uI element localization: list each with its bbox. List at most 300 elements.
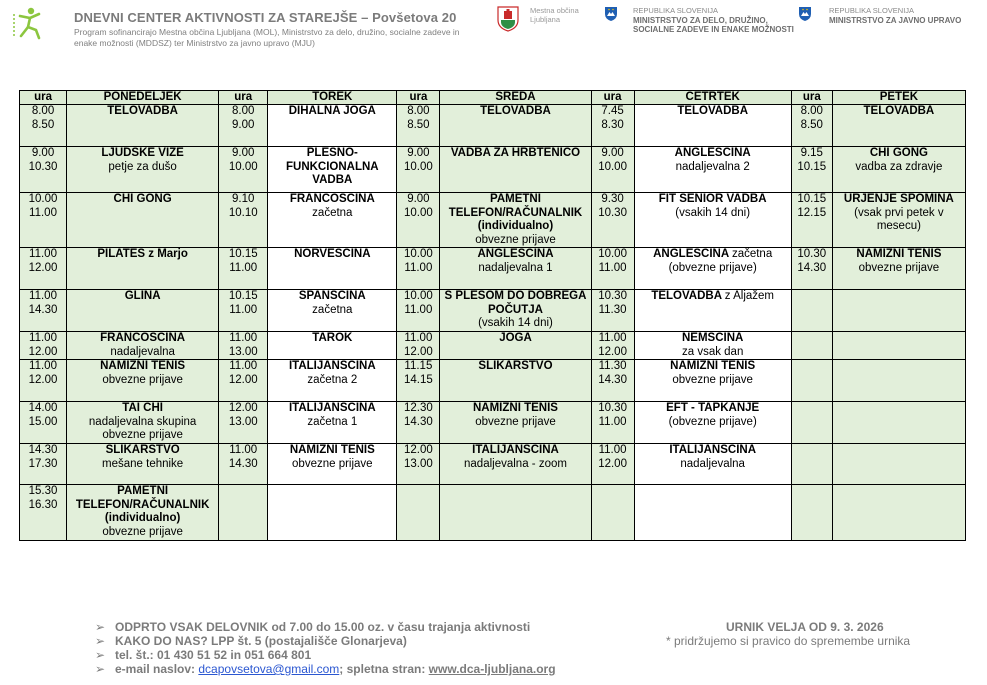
time-cell <box>20 105 67 147</box>
activity-cell <box>832 193 965 248</box>
table-body <box>20 105 966 541</box>
table-row <box>20 444 966 485</box>
end-time: 10.00 <box>404 160 433 173</box>
table-row <box>20 193 966 248</box>
footer-directions-text: KAKO DO NAS? LPP št. 5 (postajališče Glonarjeva) <box>115 634 407 648</box>
activity-level: z Aljažem <box>724 290 775 302</box>
start-time: 7.45 <box>601 105 624 117</box>
start-time: 11.00 <box>598 332 627 344</box>
time-cell <box>219 248 268 290</box>
activity-cell <box>67 332 219 360</box>
activity-name <box>636 248 790 262</box>
end-time: 16.30 <box>28 498 58 511</box>
time-column-header: ura <box>20 91 67 105</box>
start-time: 9.00 <box>407 193 430 205</box>
schedule-table <box>19 90 966 541</box>
time-cell <box>397 290 440 332</box>
activity-cell <box>67 147 219 193</box>
time-cell <box>219 360 268 402</box>
activity-title: ITALIJANŠČINA <box>472 444 559 456</box>
activity-name <box>441 332 589 346</box>
activity-name <box>636 332 790 346</box>
activity-cell <box>67 444 219 485</box>
activity-title: NORVEŠČINA <box>294 248 371 260</box>
activity-note: (vsakih 14 dni) <box>478 317 553 329</box>
start-time: 14.30 <box>28 444 58 456</box>
activity-note: vadba za zdravje <box>855 160 943 173</box>
start-time: 12.00 <box>404 444 433 456</box>
time-cell <box>591 248 634 290</box>
page-title: DNEVNI CENTER AKTIVNOSTI ZA STAREJŠE – Povšetova 20 <box>74 10 457 25</box>
activity-note: za vsak dan <box>681 345 744 358</box>
activity-name <box>68 147 217 161</box>
activity-title: DIHALNA JOGA <box>288 105 376 117</box>
activity-title: TELOVADBA <box>651 290 722 302</box>
activity-cell <box>268 105 397 147</box>
activity-cell <box>440 248 591 290</box>
activity-cell <box>634 444 791 485</box>
empty-cell <box>268 485 397 541</box>
activity-cell <box>268 402 397 444</box>
footer-hours <box>95 620 556 634</box>
activity-note: nadaljevalna 2 <box>675 160 750 173</box>
footer-info <box>95 620 556 676</box>
activity-name <box>636 290 790 304</box>
start-time: 10.15 <box>797 193 827 205</box>
activity-title: S PLESOM DO DOBREGA POČUTJA <box>444 290 587 316</box>
start-time: 10.30 <box>598 290 627 302</box>
activity-cell <box>67 290 219 332</box>
activity-cell <box>634 360 791 402</box>
activity-title: LJUDSKE VIŽE <box>101 147 184 159</box>
empty-cell <box>397 485 440 541</box>
activity-title: NAMIZNI TENIS <box>856 248 942 260</box>
activity-title: SLIKARSTVO <box>105 444 180 456</box>
end-time: 11.00 <box>404 303 433 316</box>
activity-title: ANGLEŠČINA <box>653 248 729 260</box>
footer-phone <box>95 648 556 662</box>
empty-cell <box>832 360 965 402</box>
start-time: 10.00 <box>28 193 58 205</box>
activity-name <box>441 248 589 262</box>
activity-name <box>68 290 217 304</box>
activity-cell <box>67 193 219 248</box>
time-cell <box>397 147 440 193</box>
time-cell <box>591 105 634 147</box>
activity-name <box>636 147 790 161</box>
activity-name <box>636 193 790 207</box>
end-time: 10.30 <box>28 160 58 173</box>
start-time: 11.00 <box>404 332 433 344</box>
table-row <box>20 290 966 332</box>
activity-title: JOGA <box>499 332 532 344</box>
start-time: 15.30 <box>28 485 58 497</box>
start-time: 10.30 <box>598 402 627 414</box>
activity-cell <box>268 360 397 402</box>
end-time: 11.00 <box>29 206 57 219</box>
activity-title: FRANCOŠČINA <box>289 193 375 205</box>
activity-title: PILATES z Marjo <box>97 248 188 260</box>
empty-cell <box>791 332 832 360</box>
end-time: 14.15 <box>404 373 433 386</box>
activity-title: TELOVADBA <box>677 105 749 117</box>
day-header-wednesday: SREDA <box>440 91 591 105</box>
activity-name <box>68 360 217 374</box>
activity-name <box>636 360 790 374</box>
activity-note: začetna 2 <box>307 373 358 386</box>
end-time: 11.00 <box>598 261 627 274</box>
end-time: 8.50 <box>800 118 823 131</box>
table-row <box>20 105 966 147</box>
activity-cell <box>832 147 965 193</box>
time-cell <box>20 444 67 485</box>
activity-note: obvezne prijave <box>102 525 183 538</box>
start-time: 11.00 <box>29 248 57 260</box>
activity-note: obvezne prijave <box>102 429 183 441</box>
activity-name <box>269 105 395 119</box>
time-cell <box>219 193 268 248</box>
empty-cell <box>832 444 965 485</box>
table-row <box>20 360 966 402</box>
start-time: 9.00 <box>601 147 624 159</box>
end-time: 10.00 <box>598 160 627 173</box>
activity-note: začetna 1 <box>307 415 358 428</box>
activity-name <box>636 444 790 458</box>
email-label: e-mail naslov: <box>115 662 196 676</box>
activity-cell <box>67 360 219 402</box>
activity-name <box>441 193 589 234</box>
start-time: 11.30 <box>598 360 627 372</box>
activity-title: ITALIJANŠČINA <box>288 360 376 372</box>
activity-name <box>834 248 964 262</box>
ljubljana-crest-icon <box>497 6 519 32</box>
empty-cell <box>791 290 832 332</box>
activity-title: SLIKARSTVO <box>478 360 553 372</box>
time-cell <box>591 332 634 360</box>
time-cell <box>591 193 634 248</box>
activity-cell <box>634 332 791 360</box>
end-time: 11.00 <box>229 261 258 274</box>
rs2-line2: MINISTRSTVO ZA JAVNO UPRAVO <box>829 15 962 25</box>
time-cell <box>791 147 832 193</box>
ministry-labour-label <box>633 6 794 35</box>
activity-title: NAMIZNI TENIS <box>100 360 186 372</box>
activity-name <box>269 290 395 304</box>
time-cell <box>219 332 268 360</box>
empty-cell <box>791 402 832 444</box>
empty-cell <box>832 402 965 444</box>
activity-cell <box>67 402 219 444</box>
activity-note: začetna <box>312 303 353 316</box>
rs1-line1: REPUBLIKA SLOVENIJA <box>633 6 719 15</box>
time-cell <box>20 485 67 541</box>
activity-note: obvezne prijave <box>672 373 753 386</box>
activity-cell <box>440 360 591 402</box>
activity-cell <box>832 105 965 147</box>
activity-cell <box>440 193 591 248</box>
end-time: 13.00 <box>404 457 433 470</box>
activity-note: nadaljevalna 1 <box>478 261 553 274</box>
empty-cell <box>791 485 832 541</box>
website-link[interactable]: www.dca-ljubljana.org <box>428 662 556 676</box>
activity-title: VADBA ZA HRBTENICO <box>450 147 581 159</box>
rs1-line2: MINISTRSTVO ZA DELO, DRUŽINO, <box>633 15 768 25</box>
start-time: 10.15 <box>228 290 258 302</box>
start-time: 9.15 <box>800 147 823 159</box>
activity-note: obvezne prijave <box>292 457 373 470</box>
arrow-icon: ➢ <box>95 620 106 634</box>
slovenia-crest-icon <box>604 6 618 22</box>
arrow-icon: ➢ <box>95 648 106 662</box>
end-time: 11.00 <box>229 303 258 316</box>
footer-hours-text: ODPRTO VSAK DELOVNIK od 7.00 do 15.00 oz. v času trajanja aktivnosti <box>115 620 531 634</box>
end-time: 10.30 <box>598 206 627 219</box>
rs1-line3: SOCIALNE ZADEVE IN ENAKE MOŽNOSTI <box>633 25 794 34</box>
time-cell <box>591 147 634 193</box>
start-time: 10.00 <box>404 248 433 260</box>
activity-note: nadaljevalna <box>680 457 745 470</box>
activity-title: GLINA <box>124 290 161 302</box>
start-time: 9.00 <box>31 147 55 159</box>
time-cell <box>219 402 268 444</box>
start-time: 8.00 <box>232 105 255 117</box>
activity-name <box>834 105 964 119</box>
activity-title: PAMETNI TELEFON/RAČUNALNIK (individualno) <box>75 485 210 524</box>
end-time: 14.30 <box>228 457 258 470</box>
activity-name <box>636 402 790 416</box>
ministry-public-admin-label <box>829 6 961 25</box>
activity-note: nadaljevalna - zoom <box>464 457 567 470</box>
end-time: 14.30 <box>598 373 627 386</box>
time-cell <box>397 360 440 402</box>
activity-title: TAI CHI <box>122 402 163 414</box>
activity-title: FRANCOŠČINA <box>100 332 186 344</box>
end-time: 12.00 <box>404 345 433 358</box>
time-cell <box>20 193 67 248</box>
end-time: 10.10 <box>228 206 258 219</box>
time-cell <box>397 444 440 485</box>
end-time: 12.00 <box>28 345 58 358</box>
start-time: 8.00 <box>800 105 823 117</box>
start-time: 11.00 <box>29 332 57 344</box>
activity-title: NAMIZNI TENIS <box>289 444 375 456</box>
activity-title: TAROK <box>312 332 353 344</box>
end-time: 13.00 <box>228 415 258 428</box>
mol-line1: Mestna občina <box>530 6 579 15</box>
start-time: 11.00 <box>598 444 627 456</box>
start-time: 9.30 <box>601 193 624 205</box>
slovenia-crest-icon <box>798 6 812 22</box>
activity-title: ITALIJANŠČINA <box>669 444 757 456</box>
start-time: 11.15 <box>404 360 433 372</box>
end-time: 8.50 <box>407 118 430 131</box>
schedule-valid-from: URNIK VELJA OD 9. 3. 2026 <box>726 620 884 634</box>
end-time: 12.00 <box>598 457 627 470</box>
activity-name <box>68 193 217 207</box>
footer-directions <box>95 634 556 648</box>
time-column-header: ura <box>791 91 832 105</box>
start-time: 11.00 <box>229 360 258 372</box>
activity-title: PAMETNI TELEFON/RAČUNALNIK (individualno) <box>448 193 583 232</box>
start-time: 11.00 <box>229 444 258 456</box>
schedule-change-note: * pridržujemo si pravico do spremembe urnika <box>666 634 911 648</box>
day-header-tuesday: TOREK <box>268 91 397 105</box>
start-time: 10.00 <box>598 248 627 260</box>
time-cell <box>791 248 832 290</box>
activity-name <box>68 248 217 262</box>
activity-name <box>269 444 395 458</box>
activity-note: nadaljevalna <box>110 345 175 358</box>
activity-title: ŠPANŠČINA <box>298 290 366 302</box>
end-time: 12.15 <box>797 206 827 219</box>
time-cell <box>20 332 67 360</box>
activity-name <box>441 290 589 317</box>
activity-note: (obvezne prijave) <box>668 261 757 274</box>
activity-cell <box>634 105 791 147</box>
time-cell <box>20 147 67 193</box>
time-cell <box>20 402 67 444</box>
email-link[interactable]: dcapovsetova@gmail.com <box>198 662 340 676</box>
activity-cell <box>832 248 965 290</box>
activity-cell <box>634 402 791 444</box>
empty-cell <box>832 485 965 541</box>
end-time: 14.30 <box>28 303 58 316</box>
activity-level: začetna <box>731 248 773 260</box>
start-time: 9.10 <box>232 193 255 205</box>
activity-title: TELOVADBA <box>107 105 178 117</box>
end-time: 13.00 <box>228 345 258 358</box>
table-row <box>20 147 966 193</box>
day-header-monday: PONEDELJEK <box>67 91 219 105</box>
activity-note: začetna <box>312 206 353 219</box>
activity-cell <box>440 290 591 332</box>
activity-name <box>441 444 589 458</box>
end-time: 12.00 <box>28 373 58 386</box>
activity-cell <box>67 248 219 290</box>
time-cell <box>791 105 832 147</box>
table-row <box>20 332 966 360</box>
activity-name <box>441 402 589 416</box>
activity-title: ANGLEŠČINA <box>477 248 554 260</box>
activity-name <box>68 332 217 346</box>
time-column-header: ura <box>397 91 440 105</box>
end-time: 12.00 <box>598 345 627 358</box>
end-time: 12.00 <box>28 261 58 274</box>
end-time: 11.00 <box>598 415 627 428</box>
activity-name <box>441 147 589 161</box>
empty-cell <box>219 485 268 541</box>
start-time: 12.00 <box>228 402 258 414</box>
footer-phone-text: tel. št.: 01 430 51 52 in 051 664 801 <box>115 648 312 662</box>
activity-cell <box>268 290 397 332</box>
start-time: 8.00 <box>407 105 430 117</box>
activity-note: nadaljevalna skupina <box>88 415 197 428</box>
activity-title: TELOVADBA <box>863 105 935 117</box>
start-time: 11.00 <box>29 290 57 302</box>
activity-title: CHI GONG <box>113 193 172 205</box>
activity-name <box>269 332 395 346</box>
arrow-icon: ➢ <box>95 662 106 676</box>
activity-cell <box>440 444 591 485</box>
activity-name <box>269 360 395 374</box>
activity-cell <box>440 147 591 193</box>
activity-name <box>441 360 589 374</box>
day-header-friday: PETEK <box>832 91 965 105</box>
activity-title: EFT - TAPKANJE <box>666 402 760 414</box>
activity-name <box>68 444 217 458</box>
time-cell <box>591 290 634 332</box>
activity-cell <box>440 105 591 147</box>
start-time: 12.30 <box>404 402 433 414</box>
activity-title: URJENJE SPOMINA <box>843 193 954 205</box>
activity-cell <box>634 290 791 332</box>
time-cell <box>397 193 440 248</box>
activity-name <box>834 193 964 207</box>
empty-cell <box>440 485 591 541</box>
activity-note: obvezne prijave <box>475 233 556 246</box>
activity-cell <box>268 248 397 290</box>
activity-cell <box>634 193 791 248</box>
mol-line2: Ljubljana <box>530 15 561 24</box>
table-row <box>20 402 966 444</box>
time-cell <box>397 105 440 147</box>
activity-note: (obvezne prijave) <box>668 415 757 428</box>
activity-note: obvezne prijave <box>858 261 940 274</box>
end-time: 8.50 <box>31 118 55 131</box>
web-label: ; spletna stran: <box>339 662 426 676</box>
end-time: 14.30 <box>797 261 827 274</box>
activity-name <box>269 402 395 416</box>
activity-name <box>269 193 395 207</box>
time-cell <box>20 248 67 290</box>
footer-contact <box>95 662 556 676</box>
empty-cell <box>634 485 791 541</box>
end-time: 11.00 <box>404 261 433 274</box>
end-time: 10.00 <box>404 206 433 219</box>
end-time: 11.30 <box>598 303 627 316</box>
start-time: 11.00 <box>29 360 57 372</box>
time-cell <box>219 290 268 332</box>
activity-name <box>269 248 395 262</box>
start-time: 9.00 <box>232 147 255 159</box>
activity-name <box>269 147 395 188</box>
table-header-row <box>20 91 966 105</box>
activity-title: ANGLEŠČINA <box>674 147 751 159</box>
time-cell <box>219 147 268 193</box>
end-time: 15.00 <box>28 415 58 428</box>
activity-note: obvezne prijave <box>102 373 183 386</box>
activity-name <box>68 485 217 526</box>
page-subtitle: Program sofinancirajo Mestna občina Ljubljana (MOL), Ministrstvo za delo, družino, socialne zadeve in enake možnosti (MDDSZ) ter Ministrstvo za javno upravo (MJU) <box>74 27 460 48</box>
time-cell <box>397 332 440 360</box>
activity-cell <box>268 193 397 248</box>
time-cell <box>219 105 268 147</box>
start-time: 10.30 <box>797 248 827 260</box>
center-logo-icon <box>12 6 48 40</box>
activity-note: petje za dušo <box>108 160 177 173</box>
end-time: 9.00 <box>232 118 255 131</box>
end-time: 10.15 <box>797 160 827 173</box>
empty-cell <box>591 485 634 541</box>
activity-cell <box>634 147 791 193</box>
empty-cell <box>791 360 832 402</box>
time-cell <box>791 193 832 248</box>
time-cell <box>591 444 634 485</box>
end-time: 8.30 <box>601 118 624 131</box>
mol-label <box>530 6 579 24</box>
activity-title: ITALIJANŠČINA <box>288 402 376 414</box>
activity-title: PLESNO-FUNKCIONALNA VADBA <box>285 147 379 186</box>
